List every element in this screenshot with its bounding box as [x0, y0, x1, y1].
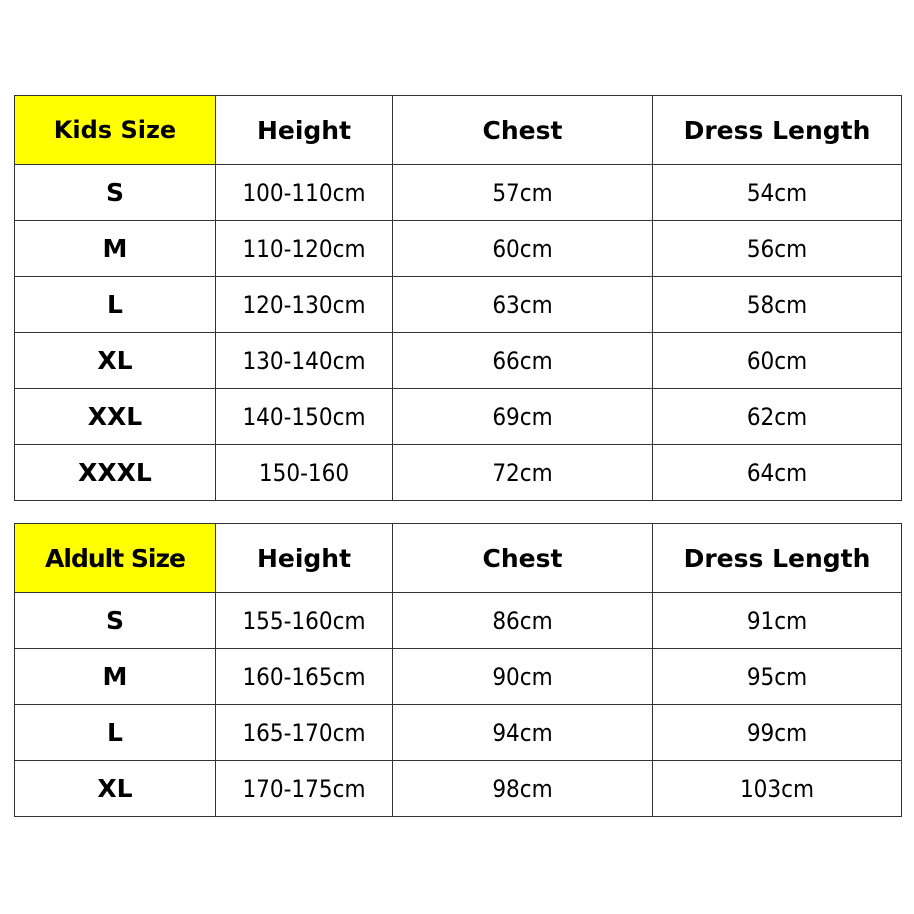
height-cell: 140-150cm: [216, 389, 393, 445]
dress-length-cell: 95cm: [653, 649, 902, 705]
chest-cell: 94cm: [393, 705, 653, 761]
chest-cell: 86cm: [393, 593, 653, 649]
chest-cell: 66cm: [393, 333, 653, 389]
table-row: [15, 649, 902, 705]
kids-header-row: [15, 96, 902, 165]
chest-cell: 90cm: [393, 649, 653, 705]
dress-length-cell: 60cm: [653, 333, 902, 389]
table-row: [15, 593, 902, 649]
kids-size-table: [14, 95, 902, 501]
height-cell: 100-110cm: [216, 165, 393, 221]
chest-cell: 98cm: [393, 761, 653, 817]
dress-length-cell: 64cm: [653, 445, 902, 501]
table-row: [15, 165, 902, 221]
chest-cell: 57cm: [393, 165, 653, 221]
height-cell: 120-130cm: [216, 277, 393, 333]
dress-length-cell: 54cm: [653, 165, 902, 221]
height-cell: 160-165cm: [216, 649, 393, 705]
table-row: [15, 445, 902, 501]
adult-size-header: Aldult Size: [15, 524, 216, 593]
table-row: [15, 277, 902, 333]
size-cell: M: [15, 221, 216, 277]
table-row: [15, 333, 902, 389]
adult-height-header: Height: [216, 524, 393, 593]
chest-cell: 72cm: [393, 445, 653, 501]
size-cell: L: [15, 277, 216, 333]
chest-cell: 60cm: [393, 221, 653, 277]
height-cell: 170-175cm: [216, 761, 393, 817]
table-row: [15, 705, 902, 761]
table-row: [15, 221, 902, 277]
table-row: [15, 389, 902, 445]
size-cell: L: [15, 705, 216, 761]
size-cell: M: [15, 649, 216, 705]
size-cell: S: [15, 593, 216, 649]
kids-height-header: Height: [216, 96, 393, 165]
height-cell: 155-160cm: [216, 593, 393, 649]
dress-length-cell: 58cm: [653, 277, 902, 333]
chest-cell: 69cm: [393, 389, 653, 445]
adult-chest-header: Chest: [393, 524, 653, 593]
adult-size-table: [14, 523, 902, 817]
chest-cell: 63cm: [393, 277, 653, 333]
height-cell: 130-140cm: [216, 333, 393, 389]
dress-length-cell: 91cm: [653, 593, 902, 649]
height-cell: 165-170cm: [216, 705, 393, 761]
dress-length-cell: 56cm: [653, 221, 902, 277]
kids-chest-header: Chest: [393, 96, 653, 165]
kids-dress-length-header: Dress Length: [653, 96, 902, 165]
size-cell: XL: [15, 761, 216, 817]
size-cell: S: [15, 165, 216, 221]
adult-dress-length-header: Dress Length: [653, 524, 902, 593]
dress-length-cell: 103cm: [653, 761, 902, 817]
kids-size-header: Kids Size: [15, 96, 216, 165]
dress-length-cell: 99cm: [653, 705, 902, 761]
table-row: [15, 761, 902, 817]
dress-length-cell: 62cm: [653, 389, 902, 445]
size-cell: XL: [15, 333, 216, 389]
adult-header-row: [15, 524, 902, 593]
height-cell: 110-120cm: [216, 221, 393, 277]
height-cell: 150-160: [216, 445, 393, 501]
size-cell: XXL: [15, 389, 216, 445]
size-cell: XXXL: [15, 445, 216, 501]
